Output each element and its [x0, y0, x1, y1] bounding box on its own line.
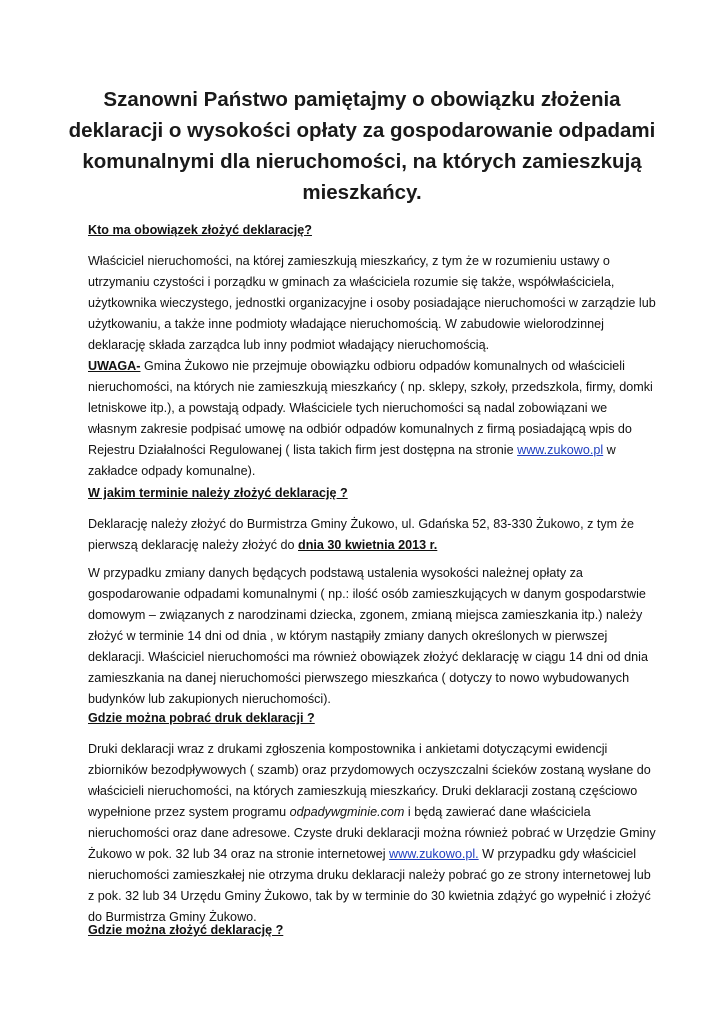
- paragraph-line: gospodarowanie odpadami komunalnymi ( np.: ilość osób zamieszkujących w danym gospodarstwie: [88, 587, 646, 601]
- title-line: komunalnymi dla nieruchomości, na których zamieszkują: [82, 150, 642, 173]
- paragraph-line: utrzymaniu czystości i porządku w gminach za właściciela rozumie się także, współwłaściciela,: [88, 275, 615, 289]
- paragraph-line: użytkowaniu, a także inne podmioty władające nieruchomością. W zabudowie wielorodzinnej: [88, 317, 604, 331]
- section-when-paragraph-2: [88, 563, 648, 710]
- section-who-heading-block: [88, 220, 648, 241]
- section-when-paragraph-1: [88, 514, 648, 556]
- section-heading: Gdzie można złożyć deklarację ?: [88, 923, 284, 937]
- paragraph-line: do Burmistrza Gminy Żukowo.: [88, 910, 257, 924]
- paragraph-text: Rejestru Działalności Regulowanej ( lista takich firm jest dostępna na stronie: [88, 443, 518, 457]
- paragraph-text: pierwszą deklarację należy złożyć do: [88, 538, 298, 552]
- paragraph-line: złożyć w terminie 14 dni od dnia , w którym nastąpiły zmiany danych określonych w pierwszej: [88, 629, 608, 643]
- deadline-date: dnia 30 kwietnia 2013 r.: [298, 538, 438, 552]
- section-who-paragraph: [88, 251, 656, 356]
- section-where-submit-heading-block: [88, 920, 648, 941]
- paragraph-line: użytkownika wieczystego, jednostki organizacyjne i osoby posiadające nieruchomości w zarządzie lub: [88, 296, 656, 310]
- paragraph-line: własnym zakresie podpisać umowę na odbiór odpadów komunalnych z firmą posiadającą wpis do: [88, 422, 632, 436]
- paragraph-text: w: [603, 443, 616, 457]
- document-title: [60, 84, 664, 208]
- title-line: mieszkańcy.: [302, 181, 422, 204]
- program-name: odpadywgminie.com: [289, 805, 405, 819]
- section-heading: W jakim terminie należy złożyć deklarację ?: [88, 486, 348, 500]
- paragraph-text: wypełnione przez system programu: [88, 805, 290, 819]
- paragraph-text: Gmina Żukowo nie przejmuje obowiązku odbioru odpadów komunalnych od właścicieli: [140, 359, 625, 373]
- paragraph-line: z pok. 32 lub 34 Urzędu Gminy Żukowo, tak by w terminie do 30 kwietnia zdążyć go wypełnić i złożyć: [88, 889, 651, 903]
- section-where-download-paragraph: [88, 739, 656, 928]
- note-paragraph: [88, 356, 653, 482]
- paragraph-text: W przypadku gdy właściciel: [478, 847, 637, 861]
- paragraph-text: i będą zawierać dane właściciela: [404, 805, 591, 819]
- section-heading: Gdzie można pobrać druk deklaracji ?: [88, 711, 315, 725]
- paragraph-line: Właściciel nieruchomości, na której zamieszkują mieszkańcy, z tym że w rozumieniu ustawy o: [88, 254, 610, 268]
- paragraph-line: zamieszkania na danej nieruchomości pierwszego mieszkańca ( dotyczy to nowo wybudowanych: [88, 671, 630, 685]
- paragraph-line: deklarację składa zarządca lub inny podmiot władający nieruchomością.: [88, 338, 490, 352]
- paragraph-line: Druki deklaracji wraz z drukami zgłoszenia kompostownika i ankietami dotyczącymi ewidencji: [88, 742, 608, 756]
- paragraph-line: W przypadku zmiany danych będących podstawą ustalenia wysokości należnej opłaty za: [88, 566, 583, 580]
- section-where-download-heading-block: [88, 708, 648, 729]
- title-line: deklaracji o wysokości opłaty za gospodarowanie odpadami: [68, 119, 656, 142]
- paragraph-line: nieruchomości, na których nie zamieszkują mieszkańcy ( np. sklepy, szkoły, przedszkola, firmy, domki: [88, 380, 653, 394]
- title-line: Szanowni Państwo pamiętajmy o obowiązku złożenia: [103, 88, 621, 111]
- paragraph-line: zbiorników bezodpływowych ( szamb) oraz przydomowych oczyszczalni ścieków zostaną wysłane do: [88, 763, 651, 777]
- paragraph-text: Żukowo w pok. 32 lub 34 oraz na stronie internetowej: [88, 847, 390, 861]
- paragraph-line: budynków lub zakupionych nieruchomości).: [88, 692, 331, 706]
- paragraph-line: zakładce odpady komunalne).: [88, 464, 256, 478]
- website-link[interactable]: www.zukowo.pl: [517, 443, 604, 457]
- paragraph-line: Deklarację należy złożyć do Burmistrza Gminy Żukowo, ul. Gdańska 52, 83-330 Żukowo, z tym że: [88, 517, 634, 531]
- paragraph-line: letniskowe itp.), a powstają odpady. Właściciele tych nieruchomości są nadal zobowiązani we: [88, 401, 608, 415]
- paragraph-line: nieruchomości oraz dane adresowe. Czyste druki deklaracji można również pobrać w Urzędzie Gminy: [88, 826, 656, 840]
- note-label: UWAGA-: [88, 359, 141, 373]
- paragraph-line: deklaracji. Właściciel nieruchomości ma również obowiązek złożyć deklarację w ciągu 14 dni od dnia: [88, 650, 648, 664]
- website-link[interactable]: www.zukowo.pl.: [389, 847, 479, 861]
- paragraph-line: domowym – związanych z narodzinami dziecka, zgonem, zmianą miejsca zamieszkania itp.) należy: [88, 608, 643, 622]
- section-when-heading-block: [88, 483, 648, 504]
- section-heading: Kto ma obowiązek złożyć deklarację?: [88, 223, 312, 237]
- paragraph-line: właścicieli nieruchomości, na których zamieszkują mieszkańcy. Druki deklaracji zostaną częściowo: [88, 784, 638, 798]
- paragraph-line: nieruchomości zamieszkałej nie otrzyma druku deklaracji należy pobrać go ze strony internetowej lub: [88, 868, 651, 882]
